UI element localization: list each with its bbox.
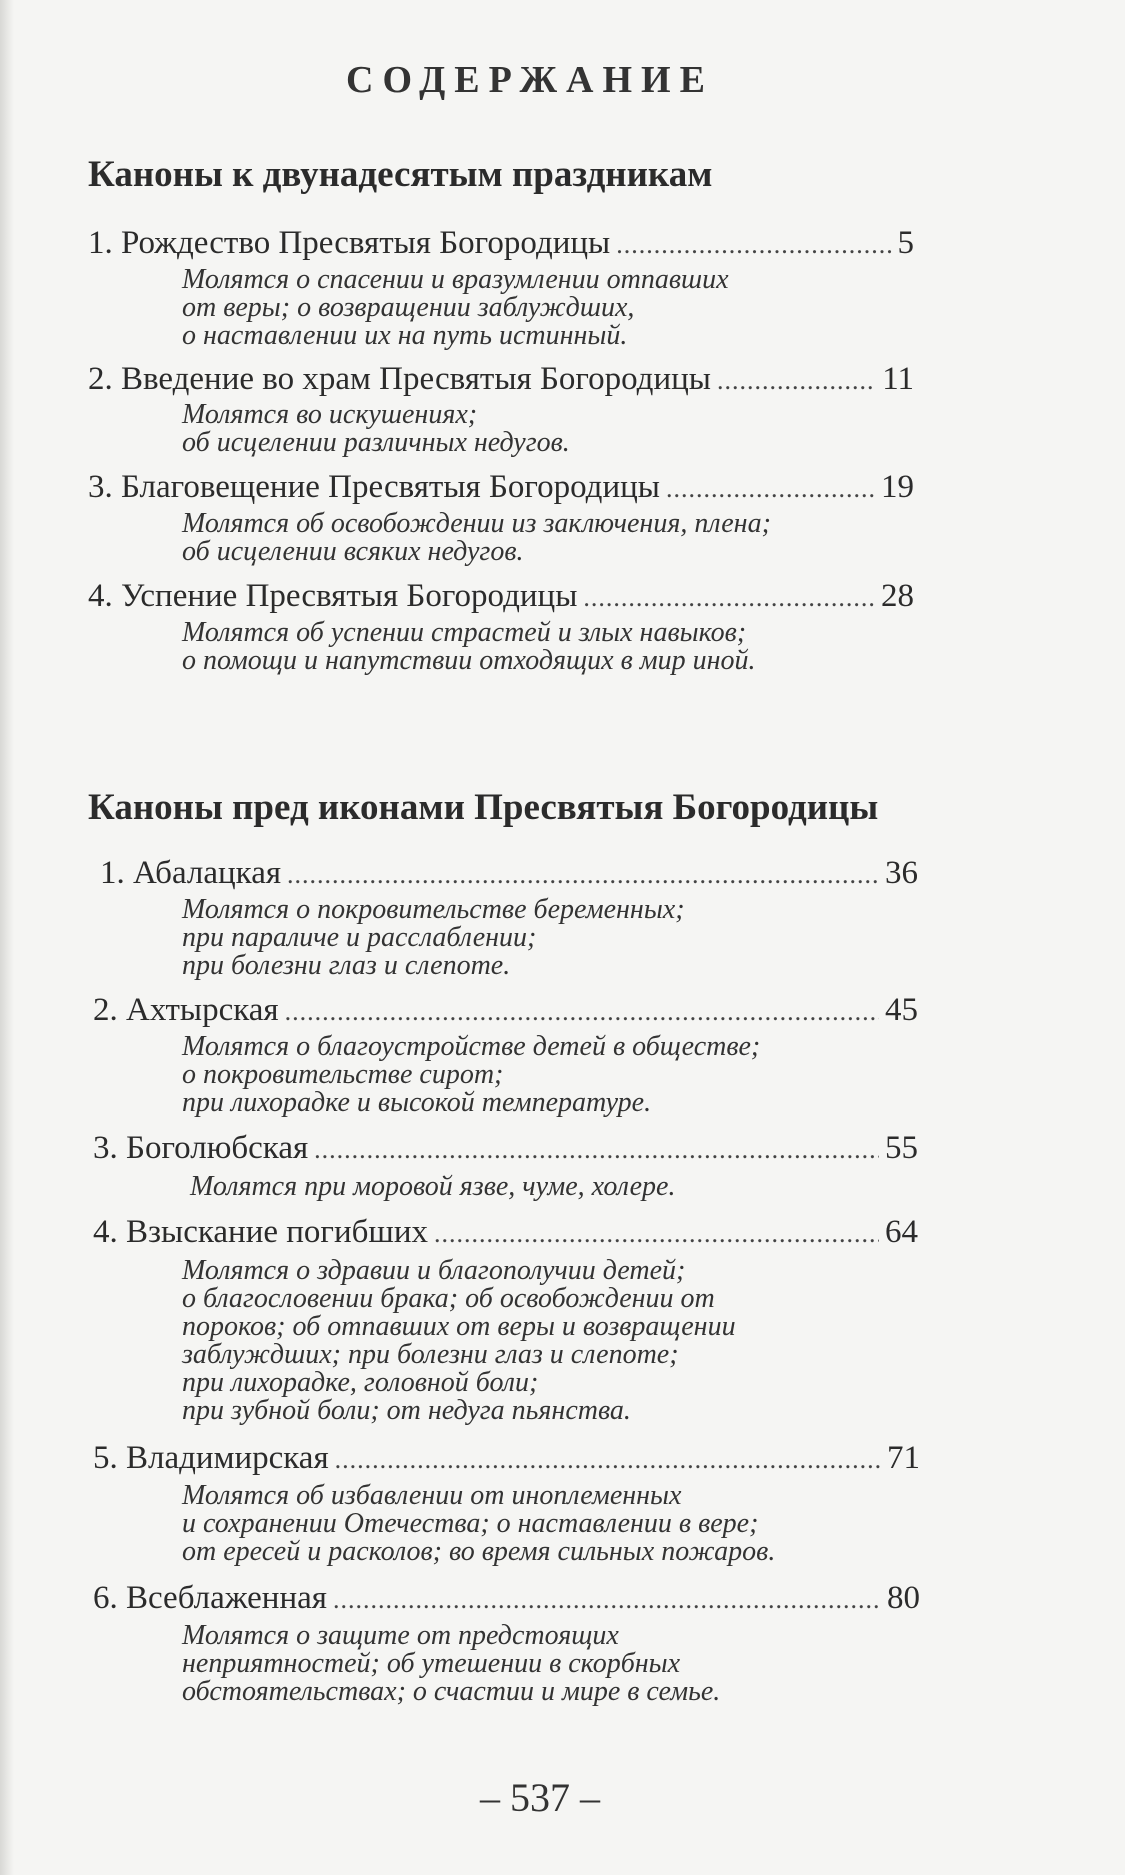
entry-title: 2. Введение во храм Пресвятыя Богородицы [88,361,711,397]
section-heading-icons: Каноны пред иконами Пресвятыя Богородицы [88,787,879,828]
entry-title: 2. Ахтырская [93,992,279,1028]
description-line: о помощи и напутствии отходящих в мир иной. [182,645,756,676]
toc-entry-akhtyrskaya [93,992,918,1029]
description-line: Молятся о защите от предстоящих [182,1620,619,1651]
entry-description [182,896,685,980]
description-line: пороков; об отпавших от веры и возвращении [182,1311,736,1342]
entry-description [182,619,756,675]
toc-entry-vladimirskaya [93,1440,920,1477]
entry-title: 3. Благовещение Пресвятыя Богородицы [88,469,660,505]
entry-description [182,1622,720,1706]
entry-page-number: 45 [885,992,918,1028]
entry-description [182,1482,775,1566]
toc-entry-presentation [88,361,914,398]
description-line: Молятся о здравии и благополучии детей; [182,1255,686,1286]
entry-description [182,1033,760,1117]
leader-dots [434,1219,879,1249]
toc-entry-seeking-the-lost [93,1214,918,1251]
page-title: СОДЕРЖАНИЕ [346,59,714,101]
leader-dots [333,1585,881,1615]
entry-page-number: 5 [897,225,914,261]
description-line: и сохранении Отечества; о наставлении в вере; [182,1508,759,1539]
entry-description [182,401,570,457]
entry-page-number: 71 [887,1440,920,1476]
toc-entry-abalatskaya [100,855,918,892]
description-line: о покровительстве сирот; [182,1059,504,1090]
entry-page-number: 19 [881,469,914,505]
description-line: Молятся о покровительстве беременных; [182,894,685,925]
description-line: Молятся об успении страстей и злых навыков; [182,617,747,648]
toc-entry-nativity [88,225,914,262]
entry-title: 1. Рождество Пресвятыя Богородицы [88,225,611,261]
leader-dots [717,366,876,396]
entry-page-number: 28 [881,578,914,614]
leader-dots [583,583,875,613]
entry-description [182,266,729,350]
description-line: неприятностей; об утешении в скорбных [182,1648,681,1679]
entry-title: 3. Боголюбская [93,1130,309,1166]
leader-dots [616,230,891,260]
page-number: – 537 – [480,1775,600,1820]
description-line: при болезни глаз и слепоте. [182,950,511,981]
leader-dots [666,474,875,504]
description-line: при лихорадке и высокой температуре. [182,1087,652,1118]
entry-title: 5. Владимирская [93,1440,329,1476]
description-line: об исцелении всяких недугов. [182,536,524,567]
description-line: от веры; о возвращении заблуждших, [182,292,635,323]
description-line: Молятся об избавлении от иноплеменных [182,1480,682,1511]
entry-page-number: 55 [885,1130,918,1166]
entry-title: 4. Взыскание погибших [93,1214,428,1250]
entry-title: 6. Всеблаженная [93,1580,327,1616]
description-line: от ересей и расколов; во время сильных пожаров. [182,1536,776,1567]
entry-page-number: 36 [885,855,918,891]
entry-page-number: 11 [882,361,914,397]
description-line: заблуждших; при болезни глаз и слепоте; [182,1339,679,1370]
description-line: Молятся об освобождении из заключения, плена; [182,508,771,539]
entry-page-number: 64 [885,1214,918,1250]
toc-entry-annunciation [88,469,914,506]
toc-entry-bogolyubskaya [93,1130,918,1167]
entry-description [182,1257,736,1425]
section-heading-feasts: Каноны к двунадесятым праздникам [88,154,713,195]
description-line: о наставлении их на путь истинный. [182,320,628,351]
entry-description [190,1173,675,1201]
description-line: при параличе и расслаблении; [182,922,537,953]
description-line: Молятся о благоустройстве детей в обществе; [182,1031,761,1062]
description-line: Молятся при моровой язве, чуме, холере. [190,1171,676,1202]
description-line: обстоятельствах; о счастии и мире в семье. [182,1676,721,1707]
description-line: Молятся о спасении и вразумлении отпавших [182,264,729,295]
leader-dots [285,997,879,1027]
leader-dots [335,1445,881,1475]
toc-entry-dormition [88,578,914,615]
description-line: Молятся во искушениях; [182,399,478,430]
leader-dots [287,860,879,890]
entry-description [182,510,771,566]
description-line: при зубной боли; от недуга пьянства. [182,1395,631,1426]
description-line: об исцелении различных недугов. [182,427,570,458]
toc-entry-vseblazhennaya [93,1580,920,1617]
entry-page-number: 80 [887,1580,920,1616]
description-line: при лихорадке, головной боли; [182,1367,539,1398]
description-line: о благословении брака; об освобождении от [182,1283,715,1314]
entry-title: 1. Абалацкая [100,855,282,891]
entry-title: 4. Успение Пресвятыя Богородицы [88,578,578,614]
leader-dots [314,1135,879,1165]
